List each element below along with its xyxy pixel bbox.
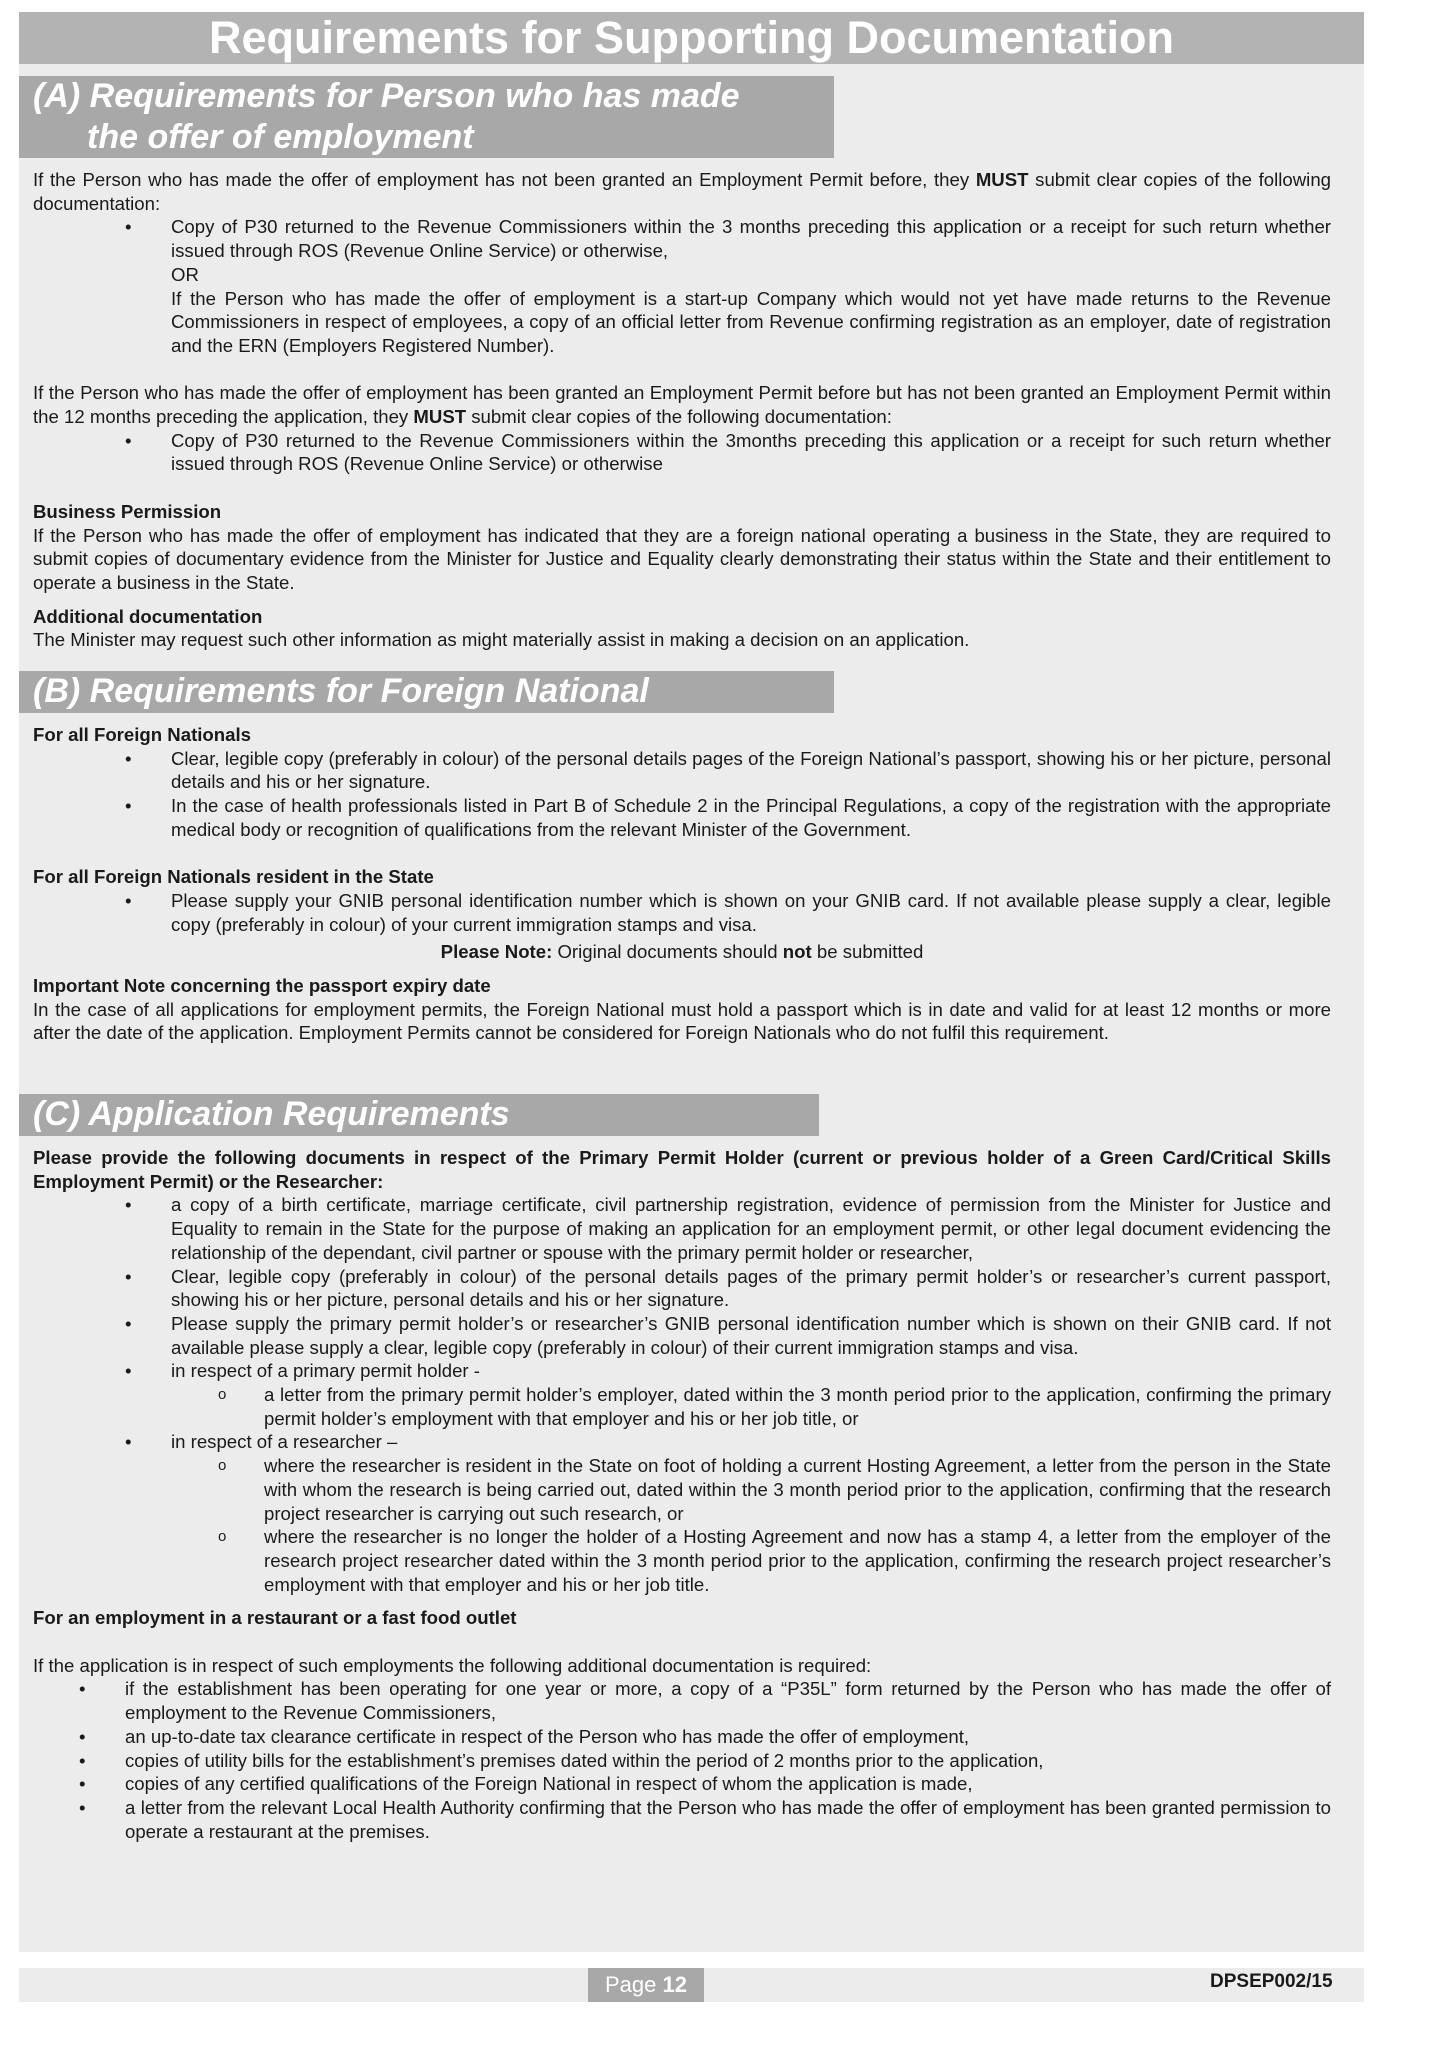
- page-number-badge: Page 12: [588, 1968, 704, 2002]
- restaurant-heading: For an employment in a restaurant or a fast food outlet: [33, 1607, 517, 1629]
- bullet-icon: •: [125, 795, 132, 817]
- business-permission-heading: Business Permission: [33, 500, 222, 522]
- bullet-icon: •: [125, 1312, 132, 1334]
- list-item: • Clear, legible copy (preferably in colour) of the personal details pages of the Foreign National’s passport, showing his or her picture, personal details and his or her signature.: [125, 747, 1331, 793]
- bullet-icon: •: [79, 1749, 86, 1771]
- page-title: Requirements for Supporting Documentation: [19, 12, 1364, 64]
- circle-bullet-icon: o: [218, 1386, 227, 1404]
- sub-list-item: o where the researcher is no longer the holder of a Hosting Agreement and now has a stamp 4, a letter from the employer of the research project researcher dated within the 3 month period prior to the application, confirming the research project researcher’s employment with that employer and his or her job title.: [218, 1526, 1331, 1595]
- bullet-icon: •: [79, 1796, 86, 1818]
- list-item: • if the establishment has been operating for one year or more, a copy of a “P35L” form returned by the Person who has made the offer of employment to the Revenue Commissioners,: [79, 1678, 1331, 1724]
- section-c-intro: Please provide the following documents in respect of the Primary Permit Holder (current or previous holder of a Green Card/Critical Skills Employment Permit) or the Researcher:: [33, 1147, 1331, 1192]
- list-item: • copies of any certified qualifications of the Foreign National in respect of whom the application is made,: [79, 1773, 973, 1795]
- additional-documentation-heading: Additional documentation: [33, 605, 263, 627]
- section-a-paragraph-2: If the Person who has made the offer of employment has been granted an Employment Permit before but has not been granted an Employment Permit within the 12 months preceding the application, they MUST submit clear copies of the following documentation:: [33, 382, 1331, 428]
- bullet-icon: •: [125, 747, 132, 769]
- passport-expiry-heading: Important Note concerning the passport expiry date: [33, 975, 491, 997]
- list-item: • in respect of a researcher –: [125, 1431, 398, 1453]
- bullet-icon: •: [79, 1725, 86, 1747]
- section-a-heading-line2: the offer of employment: [87, 118, 474, 156]
- section-c-heading: (C) Application Requirements: [19, 1094, 819, 1136]
- circle-bullet-icon: o: [218, 1457, 227, 1475]
- circle-bullet-icon: o: [218, 1528, 227, 1546]
- bullet-icon: •: [125, 216, 132, 238]
- resident-foreign-nationals-heading: For all Foreign Nationals resident in the State: [33, 866, 434, 888]
- sub-list-item: o a letter from the primary permit holder’s employer, dated within the 3 month period prior to the application, confirming the primary permit holder’s employment with that employer and his or her job title, or: [218, 1384, 1331, 1429]
- list-item: • Please supply the primary permit holder’s or researcher’s GNIB personal identification number which is shown on their GNIB card. If not available please supply a clear, legible copy (preferably in colour) of their current immigration stamps and visa.: [125, 1312, 1331, 1358]
- list-item: • a letter from the relevant Local Health Authority confirming that the Person who has made the offer of employment has been granted permission to operate a restaurant at the premises.: [79, 1796, 1331, 1842]
- section-a-paragraph-1: If the Person who has made the offer of employment has not been granted an Employment Permit before, they MUST submit clear copies of the following documentation:: [33, 169, 1331, 214]
- bullet-icon: •: [125, 429, 132, 451]
- bullet-icon: •: [79, 1678, 86, 1700]
- section-c-body: [33, 1146, 1331, 1843]
- document-code: DPSEP002/15: [1210, 1971, 1333, 1992]
- list-item: • Copy of P30 returned to the Revenue Commissioners within the 3 months preceding this application or a receipt for such return whether issued through ROS (Revenue Online Service) or otherwise, OR If the Person who has made the offer of employment is a start-up Company which would not yet have made returns to the Revenue Commissioners in respect of employees, a copy of an official letter from Revenue confirming registration as an employer, date of registration and the ERN (Employers Registered Number).: [125, 216, 1331, 356]
- list-item: • Clear, legible copy (preferably in colour) of the personal details pages of the primary permit holder’s or researcher’s current passport, showing his or her picture, personal details and his or her signature.: [125, 1265, 1331, 1311]
- please-note: Please Note: Original documents should not be submitted: [440, 941, 924, 963]
- additional-documentation-text: The Minister may request such other information as might materially assist in making a decision on an application.: [33, 629, 970, 651]
- bullet-icon: •: [125, 1265, 132, 1287]
- list-item: • Copy of P30 returned to the Revenue Commissioners within the 3months preceding this application or a receipt for such return whether issued through ROS (Revenue Online Service) or otherwise: [125, 429, 1331, 475]
- bullet-icon: •: [125, 1360, 132, 1382]
- business-permission-text: If the Person who has made the offer of employment has indicated that they are a foreign national operating a business in the State, they are required to submit copies of documentary evidence from the Minister for Justice and Equality clearly demonstrating their status within the State and their entitlement to operate a business in the State.: [33, 524, 1331, 593]
- section-a-heading: [19, 76, 834, 158]
- list-item: • Please supply your GNIB personal identification number which is shown on your GNIB card. If not available please supply a clear, legible copy (preferably in colour) of your current immigration stamps and visa.: [125, 889, 1331, 935]
- passport-expiry-text: In the case of all applications for employment permits, the Foreign National must hold a passport which is in date and valid for at least 12 months or more after the date of the application. Employment Permits cannot be considered for Foreign Nationals who do not fulfil this requirement.: [33, 998, 1331, 1044]
- list-item: • a copy of a birth certificate, marriage certificate, civil partnership registration, evidence of permission from the Minister for Justice and Equality to remain in the State for the purpose of making an application for an employment permit, or other legal document evidencing the relationship of the dependant, civil partner or spouse with the primary permit holder or researcher,: [125, 1194, 1331, 1263]
- bullet-icon: •: [125, 1194, 132, 1216]
- bullet-icon: •: [125, 889, 132, 911]
- section-a-heading-line1: (A) Requirements for Person who has made: [33, 77, 740, 115]
- list-item: • In the case of health professionals listed in Part B of Schedule 2 in the Principal Regulations, a copy of the registration with the appropriate medical body or recognition of qualifications from the relevant Minister of the Government.: [125, 795, 1331, 840]
- section-b-heading: (B) Requirements for Foreign National: [19, 671, 834, 713]
- section-a-body: [33, 168, 1331, 652]
- restaurant-intro: If the application is in respect of such employments the following additional documentation is required:: [33, 1654, 872, 1676]
- bullet-icon: •: [125, 1431, 132, 1453]
- list-item: • copies of utility bills for the establishment’s premises dated within the period of 2 months prior to the application,: [79, 1749, 1044, 1771]
- list-item: • in respect of a primary permit holder -: [125, 1360, 480, 1382]
- sub-list-item: o where the researcher is resident in the State on foot of holding a current Hosting Agreement, a letter from the person in the State with whom the research is being carried out, dated within the 3 month period prior to the application, confirming that the research project researcher is carrying out such research, or: [218, 1455, 1331, 1524]
- list-item: • an up-to-date tax clearance certificate in respect of the Person who has made the offer of employment,: [79, 1725, 970, 1747]
- section-b-body: [33, 723, 1331, 1045]
- bullet-icon: •: [79, 1773, 86, 1795]
- all-foreign-nationals-heading: For all Foreign Nationals: [33, 724, 251, 745]
